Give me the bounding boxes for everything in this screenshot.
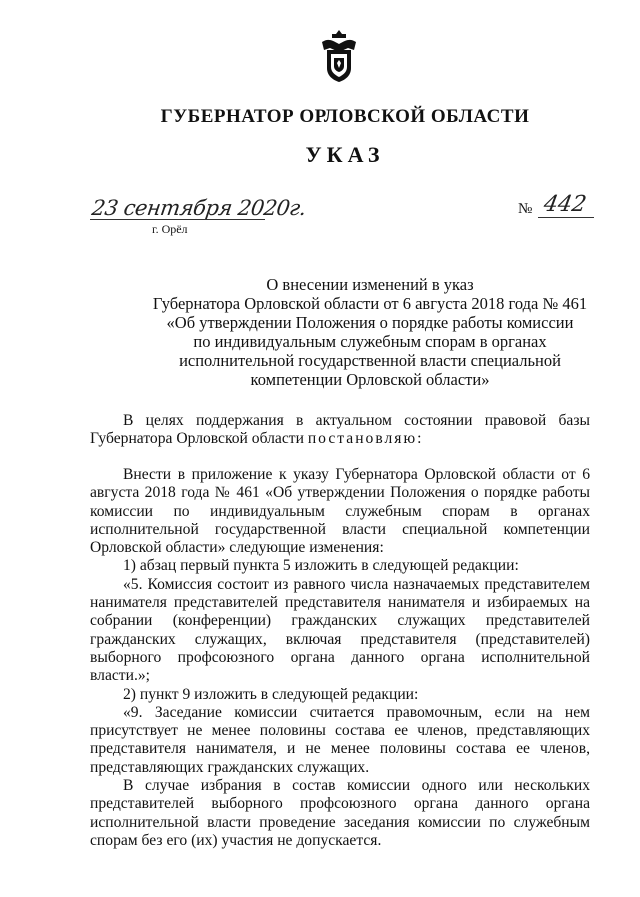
body-paragraph: Внести в приложение к указу Губернатора Орловской области от 6 августа 2018 года № 461 «Об утверждении Положения о порядке работы комиссии по индивидуальным служебным спорам в органах исполнительной государственной власти специальной компетенции Орловской области» следующие изменения: bbox=[90, 466, 590, 557]
heading-line: «Об утверждении Положения о порядке работы комиссии bbox=[166, 313, 574, 332]
number-underline bbox=[538, 217, 594, 218]
city-label: г. Орёл bbox=[152, 222, 188, 236]
signature-date: 23 сентября 2020г. bbox=[90, 196, 308, 220]
heading-line: О внесении изменений в указ bbox=[266, 275, 474, 294]
coat-of-arms-icon bbox=[318, 28, 360, 84]
heading-line: исполнительной государственной власти специальной bbox=[179, 351, 561, 370]
decree-word: постановляю: bbox=[307, 430, 424, 448]
body-paragraph: В случае избрания в состав комиссии одного или нескольких представителей выборного профсоюзного органа данного органа исполнительной власти проведение заседания комиссии по служебным спорам без его (их) участия не допускается. bbox=[90, 777, 590, 849]
preamble-text: В целях поддержания в актуальном состоянии правовой базы Губернатора Орловской области bbox=[90, 412, 590, 448]
body-paragraph: «9. Заседание комиссии считается правомочным, если на нем присутствует не менее половины состава ее членов, представляющих представителя нанимателя, и не менее половины состава ее членов, представляющих гражданских служащих. bbox=[90, 703, 590, 776]
decree-body bbox=[90, 466, 590, 850]
body-paragraph: «5. Комиссия состоит из равного числа назначаемых представителем нанимателя представителей представителя нанимателя и избираемых на собрании (конференции) гражданских служащих представителей гражданских служащих, включая представителя (представителей) выборного профсоюзного органа данного органа исполнительной власти.»; bbox=[90, 575, 590, 685]
heading-line: по индивидуальным служебным спорам в органах bbox=[193, 332, 547, 351]
date-underline bbox=[90, 219, 265, 220]
heading-line: Губернатора Орловской области от 6 августа 2018 года № 461 bbox=[152, 294, 588, 313]
number-sign: № bbox=[518, 201, 533, 217]
body-paragraph: 2) пункт 9 изложить в следующей редакции: bbox=[123, 685, 419, 703]
authority-title: ГУБЕРНАТОР ОРЛОВСКОЙ ОБЛАСТИ bbox=[160, 106, 530, 127]
document-number: 442 bbox=[541, 192, 589, 217]
body-paragraph: 1) абзац первый пункта 5 изложить в следующей редакции: bbox=[123, 557, 519, 575]
preamble bbox=[90, 412, 590, 449]
document-heading bbox=[90, 275, 640, 389]
heading-line: компетенции Орловской области» bbox=[250, 370, 490, 389]
document-type: УКАЗ bbox=[305, 142, 385, 167]
